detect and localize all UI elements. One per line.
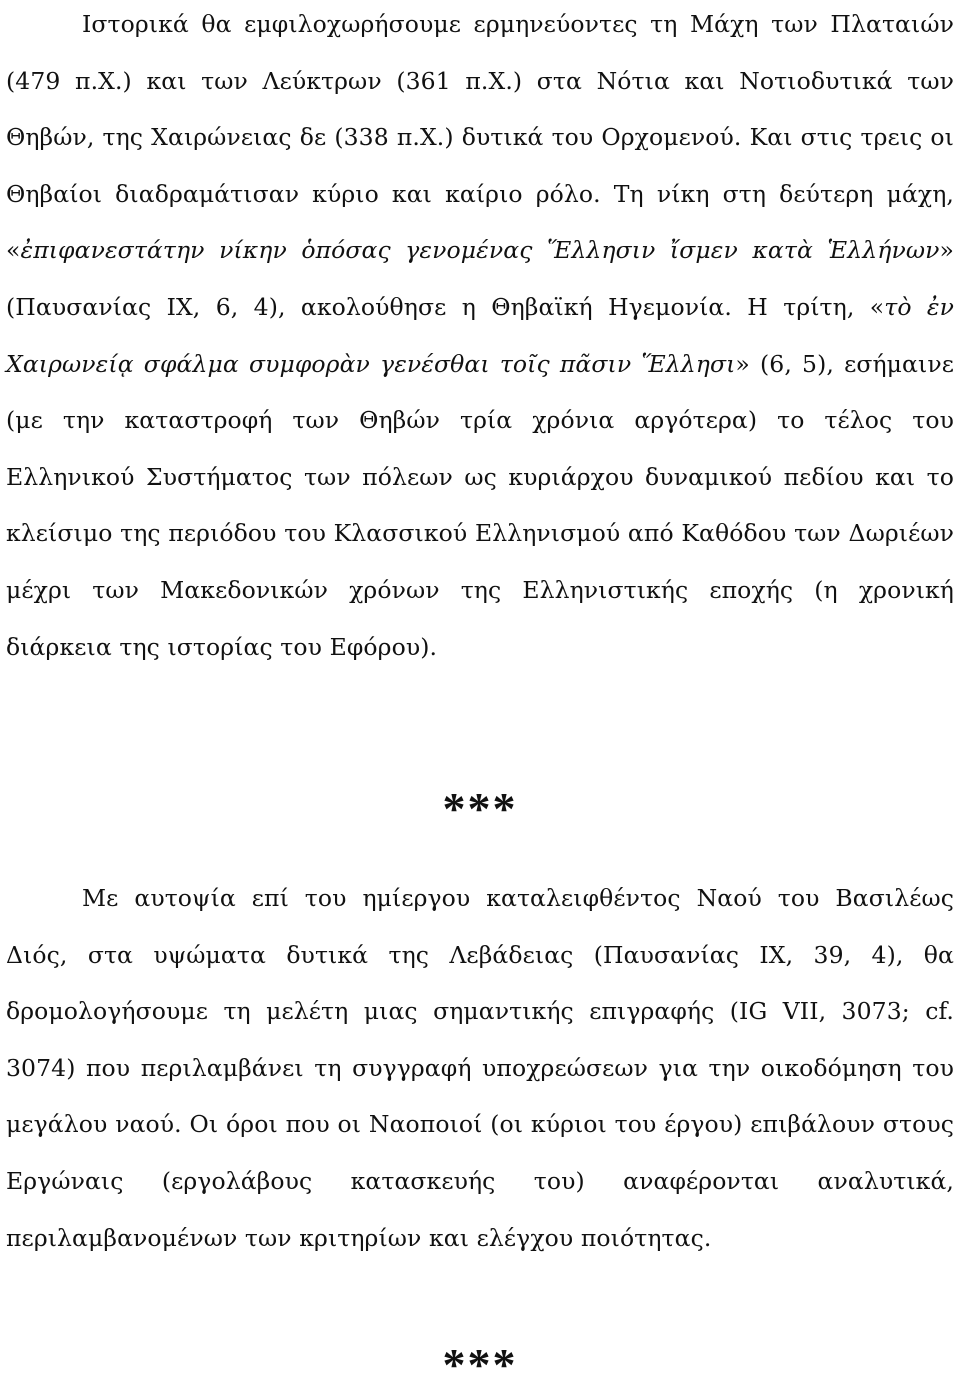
paragraph-text: » (Παυσανίας ΙΧ, 6, 4), ακολούθησε η Θηβαϊκή Ηγεμονία. Η τρίτη, «	[6, 236, 954, 321]
paragraph-text: » (6, 5), εσήμαινε (με την καταστροφή των Θηβών τρία χρόνια αργότερα) το τέλος του Ελληνικού Συστήματος των πόλεων ως κυριάρχου δυναμικού πεδίου και το κλείσιμο της περιόδου του Κλασσικού Ελληνισμού από Καθόδου των Δωριέων μέχρι των Μακεδονικών χρόνων της Ελληνιστικής εποχής (η χρονική διάρκεια της ιστορίας του Εφόρου).	[6, 349, 954, 661]
paragraph-history	[6, 0, 954, 675]
paragraph-text: Ιστορικά θα εμφιλοχωρήσουμε ερμηνεύοντες τη Μάχη των Πλαταιών (479 π.Χ.) και των Λεύκτρων (361 π.Χ.) στα Νότια και Νοτιοδυτικά των Θηβών, της Χαιρώνειας δε (338 π.Χ.) δυτικά του Ορχομενού. Και στις τρεις οι Θηβαίοι διαδραμάτισαν κύριο και καίριο ρόλο. Τη νίκη στη δεύτερη μάχη, «	[6, 10, 954, 265]
quote-pausanias-1: ἐπιφανεστάτην νίκην ὁπόσας γενομένας Ἕλλησιν ἴσμεν κατὰ Ἑλλήνων	[20, 236, 940, 265]
paragraph-inscription	[6, 870, 954, 1266]
section-separator: ***	[442, 783, 518, 834]
quote-pausanias-2: τὸ ἐν Χαιρωνείᾳ σφάλμα συμφορὰν γενέσθαι τοῖς πᾶσιν Ἕλλησι	[6, 292, 955, 378]
section-separator: ***	[442, 1339, 518, 1390]
paragraph-text: Με αυτοψία επί του ημίεργου καταλειφθέντος Ναού του Βασιλέως Διός, στα υψώματα δυτικά της Λεβάδειας (Παυσανίας ΙΧ, 39, 4), θα δρομολογήσουμε τη μελέτη μιας σημαντικής επιγραφής (IG VII, 3073; cf. 3074) που περιλαμβάνει τη συγγραφή υποχρεώσεων για την οικοδόμηση του μεγάλου ναού. Οι όροι που οι Ναοποιοί (οι κύριοι του έργου) επιβάλουν στους Εργώναις (εργολάβους κατασκευής του) αναφέρονται αναλυτικά, περιλαμβανομένων των κριτηρίων και ελέγχου ποιότητας.	[6, 884, 954, 1252]
